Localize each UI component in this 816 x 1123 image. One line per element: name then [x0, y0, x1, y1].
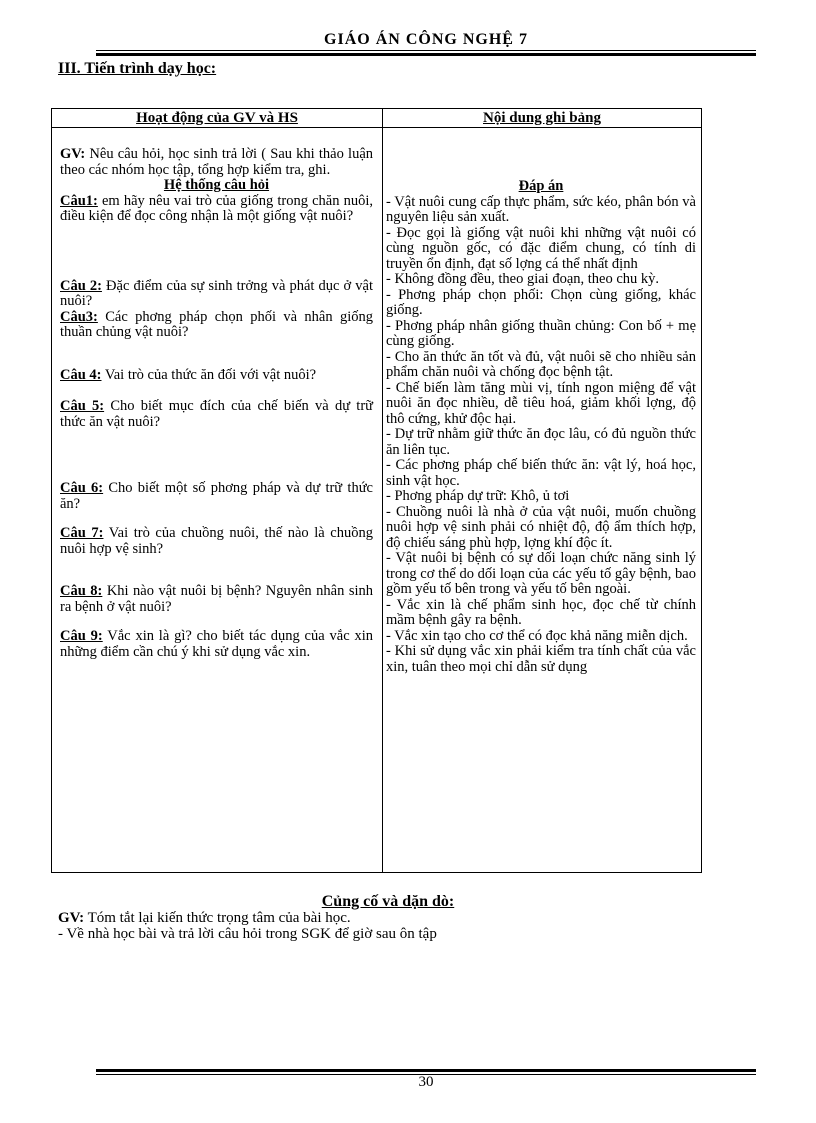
- question-item: [60, 279, 373, 310]
- section-heading: III. Tiến trình dạy học:: [58, 60, 217, 77]
- answer-line: - Vật nuôi bị bệnh có sự dối loạn chức năng sinh lý trong cơ thể do dối loạn của các yếu tố gây bệnh, bao gồm yếu tố bên trong và yếu tố bên ngoài.: [386, 550, 696, 597]
- question-text: Vai trò của chuồng nuôi, thế nào là chuồng nuôi hợp vệ sinh?: [60, 525, 373, 557]
- question-item: [60, 368, 373, 384]
- teacher-student-activities: [60, 147, 373, 660]
- left-column-header: Hoạt động của GV và HS: [136, 110, 298, 126]
- answer-line: - Cho ăn thức ăn tốt và đủ, vật nuôi sẽ cho nhiều sản phẩm chăn nuôi và chống đọc bệnh tật.: [386, 348, 696, 380]
- gv-label: GV:: [60, 146, 86, 162]
- question-text: Khi nào vật nuôi bị bệnh? Nguyên nhân sinh ra bệnh ở vật nuôi?: [60, 583, 373, 615]
- question-item: [60, 584, 373, 615]
- gv-label: GV:: [58, 910, 85, 926]
- answer-line: - Chế biến làm tăng mùi vị, tính ngon miệng để vật nuôi ăn đọc nhiều, dễ tiêu hoá, giảm khối lợng, độ thô cứng, khử độc hại.: [386, 379, 696, 427]
- review-gv-text: Tóm tắt lại kiến thức trọng tâm của bài học.: [84, 910, 351, 926]
- intro-text: Nêu câu hỏi, học sinh trả lời ( Sau khi thảo luận theo các nhóm học tập, tổng hợp kiểm tra, ghi.: [60, 146, 373, 178]
- answer-line: - Dự trữ nhằm giữ thức ăn đọc lâu, có đủ nguồn thức ăn liên tục.: [386, 426, 696, 458]
- question-item: [60, 526, 373, 557]
- answer-line: - Chuồng nuôi là nhà ở của vật nuôi, muốn chuồng nuôi hợp vệ sinh phải có nhiệt độ, độ ẩm thích hợp, độ chiếu sáng phù hợp, lợng khí độc ít.: [386, 503, 696, 551]
- footer-rule-thick: [96, 1069, 756, 1072]
- answer-line: - Không đồng đều, theo giai đoạn, theo chu kỳ.: [386, 271, 660, 287]
- answer-line: - Các phơng pháp chế biến thức ăn: vật lý, hoá học, sinh vật học.: [386, 457, 696, 489]
- lesson-table: [51, 108, 702, 873]
- question-text: Cho biết mục đích của chế biến và dự trữ thức ăn vật nuôi?: [60, 398, 374, 430]
- table-header-divider: [52, 127, 701, 128]
- answer-line: - Đọc gọi là giống vật nuôi khi những vật nuôi có cùng nguồn gốc, có đặc điểm chung, có tính di truyền ổn định, đạt số lợng cá thể nhất định: [386, 224, 696, 272]
- answer-line: - Phơng pháp dự trữ: Khô, ủ tơi: [386, 488, 570, 504]
- right-column-header: Nội dung ghi bảng: [483, 110, 601, 126]
- intro-paragraph: [60, 147, 373, 178]
- question-label: Câu 4:: [60, 366, 102, 383]
- question-label: Câu 6:: [60, 480, 104, 496]
- page-number: 30: [418, 1074, 434, 1090]
- question-text: Các phơng pháp chọn phối và nhân giống thuần chủng vật nuôi?: [60, 308, 373, 340]
- question-label: Câu1:: [60, 192, 98, 209]
- question-item: [60, 629, 373, 660]
- review-homework-line: - Về nhà học bài và trả lời câu hỏi trong SGK để giờ sau ôn tập: [58, 926, 437, 942]
- question-item: [60, 399, 373, 430]
- document-header-title: GIÁO ÁN CÔNG NGHỆ 7: [324, 31, 528, 48]
- question-text: Vắc xin là gì? cho biết tác dụng của vắc xin những điểm cần chú ý khi sử dụng vắc xin.: [60, 628, 373, 660]
- question-label: Câu 9:: [60, 628, 103, 644]
- board-content: [386, 179, 696, 675]
- answer-line: - Vắc xin tạo cho cơ thể có đọc khả năng miễn dịch.: [386, 627, 688, 644]
- question-text: em hãy nêu vai trò của giống trong chăn nuôi, điều kiện để đọc công nhận là một giống vật nuôi?: [60, 192, 373, 224]
- question-item: [60, 310, 373, 341]
- answer-line: - Phơng pháp chọn phối: Chọn cùng giống, khác giống.: [386, 286, 696, 318]
- review-gv-line: [58, 910, 758, 926]
- header-rule-thin: [96, 50, 756, 51]
- question-label: Câu 7:: [60, 525, 104, 541]
- review-text: [58, 910, 758, 942]
- question-text: Cho biết một số phơng pháp và dự trữ thức ăn?: [60, 480, 373, 512]
- answer-line: - Vật nuôi cung cấp thực phẩm, sức kéo, phân bón và nguyên liệu sản xuất.: [386, 193, 696, 225]
- question-text: Đặc điểm của sự sinh trởng và phát dục ở vật nuôi?: [60, 277, 373, 309]
- question-text: Vai trò của thức ăn đối với vật nuôi?: [101, 366, 317, 383]
- question-label: Câu 2:: [60, 277, 102, 294]
- question-label: Câu 5:: [60, 398, 105, 414]
- question-item: [60, 194, 373, 225]
- table-column-divider: [382, 109, 383, 872]
- review-heading: Củng cố và dặn dò:: [321, 893, 455, 910]
- question-system-title: Hệ thống câu hỏi: [163, 177, 270, 193]
- answer-line: - Vắc xin là chế phẩm sinh học, đọc chế từ chính mầm bệnh gây ra bệnh.: [386, 596, 696, 628]
- question-label: Câu 8:: [60, 583, 103, 599]
- header-rule-thick: [96, 53, 756, 56]
- answer-title: Đáp án: [518, 178, 564, 194]
- question-label: Câu3:: [60, 308, 98, 325]
- answer-line: - Khi sử dụng vắc xin phải kiểm tra tính chất của vắc xin, tuân theo mọi chỉ dẫn sử dụng: [386, 643, 696, 675]
- question-item: [60, 481, 373, 512]
- answer-line: - Phơng pháp nhân giống thuần chủng: Con bố + mẹ cùng giống.: [386, 317, 696, 349]
